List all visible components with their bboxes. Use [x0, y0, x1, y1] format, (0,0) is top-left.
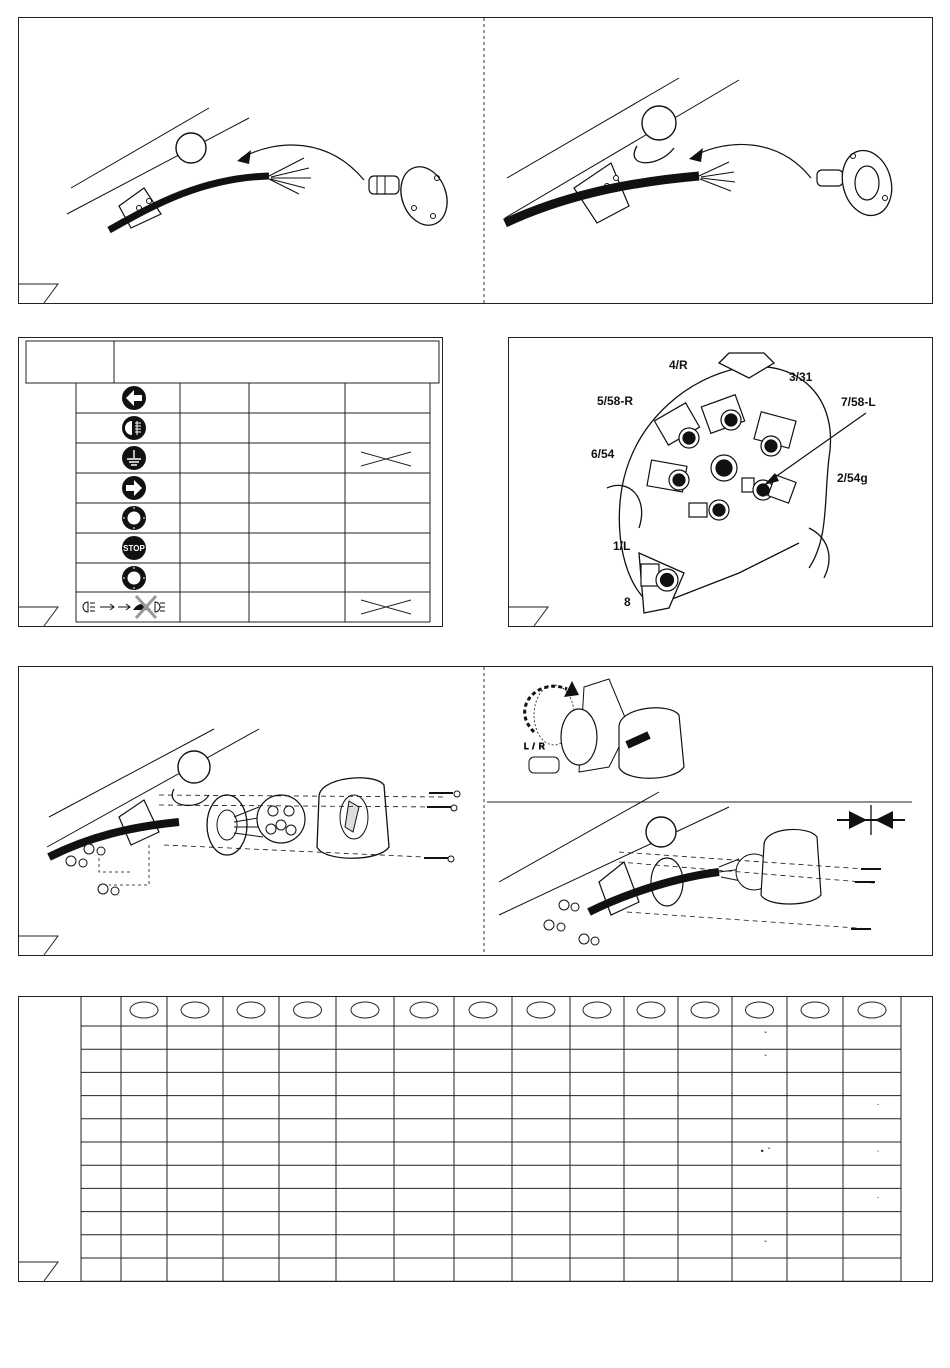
svg-text:STOP: STOP	[123, 544, 145, 553]
page-corner-mark	[18, 1254, 60, 1282]
right-turn-indicator-icon	[122, 476, 146, 500]
grid-mark: • ˇ	[759, 1147, 772, 1156]
assembly-step-panel	[18, 666, 933, 956]
grid-mark: ·	[876, 1193, 880, 1203]
grid-mark: ·	[876, 1147, 880, 1156]
pin-5	[654, 403, 699, 448]
grid-mark: ˇ	[763, 1239, 768, 1249]
press-together-icon	[837, 805, 905, 835]
pin-1	[689, 500, 729, 520]
grid-lines	[81, 997, 901, 1281]
socket-assembly-illustration	[19, 667, 932, 955]
column-header-oval	[858, 1002, 886, 1018]
column-header-ovals	[130, 1002, 886, 1018]
pin-4	[701, 395, 744, 434]
pin-label-1: 1/L	[613, 539, 631, 553]
column-header-oval	[583, 1002, 611, 1018]
socket-pinout-panel	[508, 337, 933, 627]
wiring-legend-panel	[18, 337, 443, 627]
column-header-oval	[410, 1002, 438, 1018]
tightening-detail	[499, 792, 881, 945]
grid-mark: ·	[876, 1100, 880, 1110]
pin-label-7: 7/58-L	[841, 395, 876, 409]
wiring-legend-table	[19, 338, 442, 626]
column-header-oval	[294, 1002, 322, 1018]
step-left-drawing	[67, 108, 455, 232]
pin-6	[647, 460, 689, 492]
pin-3	[754, 412, 796, 456]
column-header-oval	[130, 1002, 158, 1018]
rotation-detail	[524, 679, 684, 778]
pin-label-5: 5/58-R	[597, 394, 634, 408]
wire-routing-illustration	[19, 18, 932, 303]
stop-light-icon	[122, 536, 146, 560]
pin-label-6: 6/54	[591, 447, 615, 461]
legend-header-row	[26, 341, 439, 383]
column-header-oval	[351, 1002, 379, 1018]
vehicle-compatibility-panel	[18, 996, 933, 1282]
exploded-assembly-left	[47, 729, 460, 895]
rotate-direction-label: L / R	[524, 742, 546, 751]
grid-marks	[760, 1030, 879, 1249]
tail-light-left-icon	[122, 566, 146, 590]
column-header-oval	[237, 1002, 265, 1018]
pin-label-3: 3/31	[789, 370, 813, 384]
pin-label-2: 2/54g	[837, 471, 868, 485]
pin-label-4: 4/R	[669, 358, 688, 372]
fog-lamp-icon	[122, 416, 146, 440]
column-header-oval	[801, 1002, 829, 1018]
grid-mark: ˇ	[763, 1054, 768, 1064]
left-turn-indicator-icon	[122, 386, 146, 410]
compatibility-grid	[19, 997, 932, 1281]
page-corner-mark	[508, 599, 550, 627]
column-header-oval	[691, 1002, 719, 1018]
pin-center	[711, 455, 737, 481]
reverse-light-icon	[83, 596, 165, 618]
column-header-oval	[469, 1002, 497, 1018]
column-header-oval	[181, 1002, 209, 1018]
ground-icon	[122, 446, 146, 470]
socket-pinout-diagram	[509, 338, 932, 626]
column-header-oval	[527, 1002, 555, 1018]
grid-mark: ˇ	[763, 1031, 768, 1040]
page-corner-mark	[18, 276, 60, 304]
column-header-oval	[746, 1002, 774, 1018]
socket-pins	[641, 395, 796, 591]
step-right-drawing	[505, 78, 899, 223]
pin-label-8: 8	[624, 595, 631, 609]
installation-step-panel-top	[18, 17, 933, 304]
page-corner-mark	[18, 928, 60, 956]
tail-light-right-icon	[122, 506, 146, 530]
page-corner-mark	[18, 599, 60, 627]
column-header-oval	[637, 1002, 665, 1018]
